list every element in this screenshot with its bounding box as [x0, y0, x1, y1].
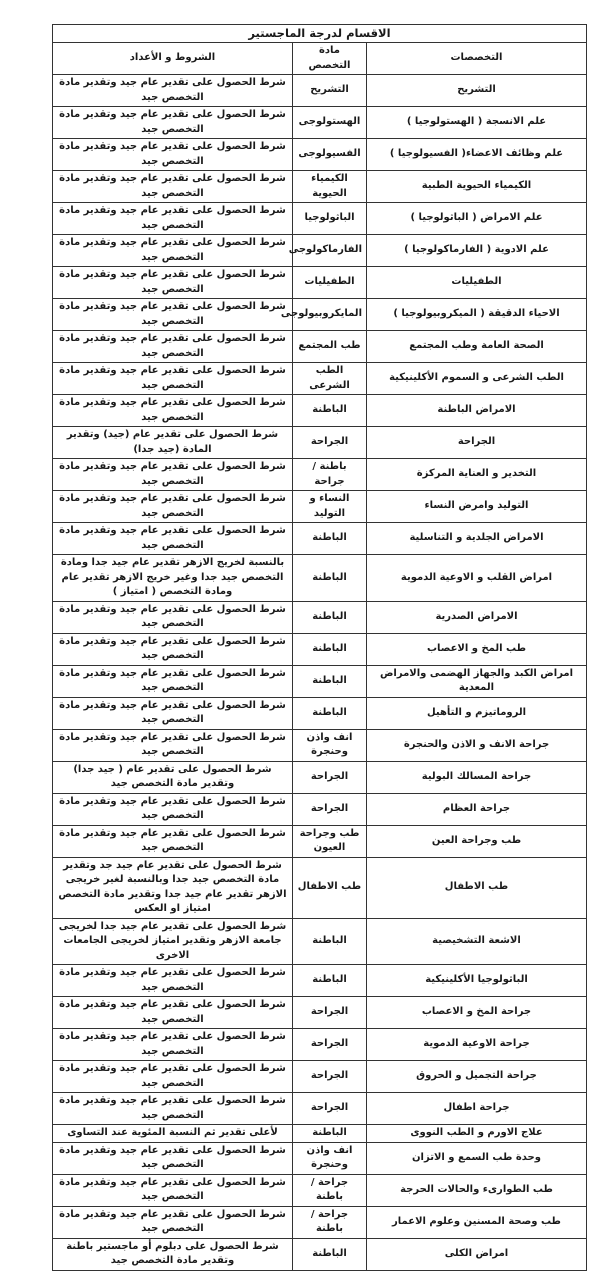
specialization-cell: الباثولوجيا الأكلينيكية: [367, 965, 587, 997]
subject-cell: الطفيليات: [293, 267, 367, 299]
conditions-cell: شرط الحصول على تقدير عام جيد وتقدير مادة التخصص جيد: [52, 633, 292, 665]
conditions-cell: شرط الحصول على تقدير عام جيد وتقدير مادة التخصص جيد: [52, 965, 292, 997]
specialization-cell: الروماتيزم و التأهيل: [367, 697, 587, 729]
table-row: [52, 1238, 586, 1270]
conditions-cell: شرط الحصول على تقدير عام جيد جدا لخريجى جامعة الازهر وتقدير امتياز لخريجى الجامعات الاخرى: [52, 918, 292, 965]
table-row: [52, 601, 586, 633]
specialization-cell: جراحة الاوعية الدموية: [367, 1029, 587, 1061]
table-row: [52, 965, 586, 997]
table-row: [52, 633, 586, 665]
table-row: [52, 555, 586, 602]
subject-cell: جراحة / باطنة: [293, 1206, 367, 1238]
specialization-cell: الطفيليات: [367, 267, 587, 299]
table-row: [52, 1125, 586, 1143]
conditions-cell: شرط الحصول على تقدير عام جيد وتقدير مادة التخصص جيد: [52, 267, 292, 299]
subject-cell: الباطنة: [293, 1125, 367, 1143]
specialization-cell: امراض الكلى: [367, 1238, 587, 1270]
conditions-cell: شرط الحصول على تقدير عام جيد وتقدير مادة التخصص جيد: [52, 139, 292, 171]
specialization-cell: طب الاطفال: [367, 857, 587, 918]
specialization-cell: جراحة التجميل و الحروق: [367, 1061, 587, 1093]
conditions-cell: شرط الحصول على تقدير عام جيد وتقدير مادة التخصص جيد: [52, 491, 292, 523]
table-row: [52, 729, 586, 761]
table-row: [52, 1029, 586, 1061]
conditions-cell: شرط الحصول على دبلوم أو ماجستير باطنة وتقدير مادة التخصص جيد: [52, 1238, 292, 1270]
subject-cell: الجراحة: [293, 793, 367, 825]
subject-cell: الجراحة: [293, 761, 367, 793]
table-row: [52, 665, 586, 697]
table-row: [52, 697, 586, 729]
table-row: [52, 331, 586, 363]
subject-cell: طب المجتمع: [293, 331, 367, 363]
specialization-cell: الجراحة: [367, 427, 587, 459]
table-row: [52, 523, 586, 555]
subject-cell: طب الاطفال: [293, 857, 367, 918]
conditions-cell: لأعلى تقدير ثم النسبة المئوية عند التساوى: [52, 1125, 292, 1143]
conditions-cell: شرط الحصول على تقدير عام جيد وتقدير مادة التخصص جيد: [52, 729, 292, 761]
subject-cell: الباثولوجيا: [293, 203, 367, 235]
masters-departments-table: [52, 24, 587, 1271]
conditions-cell: شرط الحصول على تقدير عام جيد وتقدير مادة التخصص جيد: [52, 1142, 292, 1174]
subject-cell: الفسيولوجى: [293, 139, 367, 171]
specialization-cell: امراض الكبد والجهاز الهضمى والامراض المعدية: [367, 665, 587, 697]
subject-cell: الباطنة: [293, 601, 367, 633]
specialization-cell: الكيمياء الحيوية الطبية: [367, 171, 587, 203]
table-row: [52, 761, 586, 793]
table-row: [52, 491, 586, 523]
table-row: [52, 793, 586, 825]
specialization-cell: جراحة المسالك البولية: [367, 761, 587, 793]
table-body: [52, 75, 586, 1271]
conditions-cell: شرط الحصول على تقدير عام جيد وتقدير مادة التخصص جيد: [52, 997, 292, 1029]
conditions-cell: شرط الحصول على تقدير عام جيد وتقدير مادة التخصص جيد: [52, 299, 292, 331]
specialization-cell: جراحة اطفال: [367, 1093, 587, 1125]
table-row: [52, 857, 586, 918]
table-row: [52, 1174, 586, 1206]
conditions-cell: شرط الحصول على تقدير عام جيد وتقدير مادة التخصص جيد: [52, 1061, 292, 1093]
subject-cell: النساء و التوليد: [293, 491, 367, 523]
table-row: [52, 1061, 586, 1093]
subject-cell: الجراحة: [293, 1029, 367, 1061]
table-row: [52, 825, 586, 857]
table-row: [52, 1093, 586, 1125]
subject-cell: طب وجراحة العيون: [293, 825, 367, 857]
table-title-row: [52, 25, 586, 43]
table-row: [52, 107, 586, 139]
subject-cell: الجراحة: [293, 1093, 367, 1125]
specialization-cell: طب وصحة المسنين وعلوم الاعمار: [367, 1206, 587, 1238]
specialization-cell: جراحة العظام: [367, 793, 587, 825]
subject-cell: الباطنة: [293, 1238, 367, 1270]
table-header-row: [52, 43, 586, 75]
subject-cell: التشريح: [293, 75, 367, 107]
conditions-cell: شرط الحصول على تقدير عام جيد وتقدير مادة التخصص جيد: [52, 665, 292, 697]
subject-cell: الباطنة: [293, 918, 367, 965]
conditions-cell: شرط الحصول على تقدير عام جيد وتقدير مادة التخصص جيد: [52, 1174, 292, 1206]
table-row: [52, 267, 586, 299]
specialization-cell: امراض القلب و الاوعية الدموية: [367, 555, 587, 602]
subject-cell: جراحة / باطنة: [293, 1174, 367, 1206]
subject-cell: الجراحة: [293, 997, 367, 1029]
conditions-cell: شرط الحصول على تقدير عام (جيد) وتقدير المادة (جيد جدا): [52, 427, 292, 459]
conditions-cell: شرط الحصول على تقدير عام جيد وتقدير مادة التخصص جيد: [52, 203, 292, 235]
specialization-cell: وحدة طب السمع و الاتزان: [367, 1142, 587, 1174]
subject-cell: الباطنة: [293, 555, 367, 602]
specialization-cell: طب وجراحة العين: [367, 825, 587, 857]
conditions-cell: شرط الحصول على تقدير عام جيد وتقدير مادة التخصص جيد: [52, 1206, 292, 1238]
conditions-cell: شرط الحصول على تقدير عام جيد وتقدير مادة التخصص جيد: [52, 1093, 292, 1125]
specialization-cell: علم الادوية ( الفارماكولوجيا ): [367, 235, 587, 267]
specialization-cell: الطب الشرعى و السموم الأكلينيكية: [367, 363, 587, 395]
subject-cell: الباطنة: [293, 665, 367, 697]
specialization-cell: علم وظائف الاعضاء( الفسيولوجيا ): [367, 139, 587, 171]
conditions-cell: شرط الحصول على تقدير عام جيد وتقدير مادة التخصص جيد: [52, 601, 292, 633]
table-row: [52, 459, 586, 491]
specialization-cell: طب المخ و الاعصاب: [367, 633, 587, 665]
subject-cell: الجراحة: [293, 427, 367, 459]
conditions-cell: شرط الحصول على تقدير عام جيد وتقدير مادة التخصص جيد: [52, 793, 292, 825]
column-header-subject: مادة التخصص: [293, 43, 367, 75]
column-header-specialization: التخصصات: [367, 43, 587, 75]
specialization-cell: الامراض الصدرية: [367, 601, 587, 633]
table-row: [52, 918, 586, 965]
subject-cell: باطنة / جراحة: [293, 459, 367, 491]
subject-cell: الباطنة: [293, 697, 367, 729]
specialization-cell: الاحياء الدقيقة ( الميكروبيولوجيا ): [367, 299, 587, 331]
specialization-cell: طب الطوارىء والحالات الحرجة: [367, 1174, 587, 1206]
specialization-cell: الامراض الباطنة: [367, 395, 587, 427]
table-row: [52, 299, 586, 331]
specialization-cell: التوليد وامرض النساء: [367, 491, 587, 523]
subject-cell: الهستولوجى: [293, 107, 367, 139]
conditions-cell: شرط الحصول على تقدير عام جيد وتقدير مادة التخصص جيد: [52, 171, 292, 203]
specialization-cell: علم الامراض ( الباثولوجيا ): [367, 203, 587, 235]
subject-cell: المايكروبيولوجى: [293, 299, 367, 331]
subject-cell: الكيمياء الحيوية: [293, 171, 367, 203]
subject-cell: انف واذن وحنجرة: [293, 729, 367, 761]
specialization-cell: الاشعة التشخيصية: [367, 918, 587, 965]
subject-cell: انف واذن وحنجرة: [293, 1142, 367, 1174]
subject-cell: الباطنة: [293, 523, 367, 555]
table-row: [52, 139, 586, 171]
specialization-cell: جراحة المخ و الاعصاب: [367, 997, 587, 1029]
conditions-cell: شرط الحصول على تقدير عام جيد وتقدير مادة التخصص جيد: [52, 697, 292, 729]
column-header-conditions: الشروط و الأعداد: [52, 43, 292, 75]
subject-cell: الطب الشرعى: [293, 363, 367, 395]
conditions-cell: شرط الحصول على تقدير عام جيد وتقدير مادة التخصص جيد: [52, 523, 292, 555]
subject-cell: الباطنة: [293, 395, 367, 427]
subject-cell: الباطنة: [293, 965, 367, 997]
specialization-cell: التشريح: [367, 75, 587, 107]
conditions-cell: بالنسبة لخريج الازهر تقدير عام جيد جدا ومادة التخصص جيد جدا وغير خريج الازهر تقدير عام ومادة التخصص ( امتياز ): [52, 555, 292, 602]
table-row: [52, 427, 586, 459]
specialization-cell: علم الانسجة ( الهستولوجيا ): [367, 107, 587, 139]
subject-cell: الفارماكولوجى: [293, 235, 367, 267]
conditions-cell: شرط الحصول على تقدير عام جيد وتقدير مادة التخصص جيد: [52, 75, 292, 107]
table-row: [52, 997, 586, 1029]
table-head: [52, 25, 586, 75]
table-row: [52, 203, 586, 235]
specialization-cell: التخدير و العناية المركزة: [367, 459, 587, 491]
specialization-cell: الامراض الجلدية و التناسلية: [367, 523, 587, 555]
specialization-cell: جراحة الانف و الاذن والحنجرة: [367, 729, 587, 761]
conditions-cell: شرط الحصول على تقدير عام جيد وتقدير مادة التخصص جيد: [52, 459, 292, 491]
conditions-cell: شرط الحصول على تقدير عام جيد وتقدير مادة التخصص جيد: [52, 107, 292, 139]
table-row: [52, 171, 586, 203]
table-row: [52, 75, 586, 107]
conditions-cell: شرط الحصول على تقدير عام ( جيد جدا) وتقدير مادة التخصص جيد: [52, 761, 292, 793]
table-row: [52, 1142, 586, 1174]
table-row: [52, 235, 586, 267]
table-title: الاقسام لدرجة الماجستير: [52, 25, 586, 43]
conditions-cell: شرط الحصول على تقدير عام جيد وتقدير مادة التخصص جيد: [52, 395, 292, 427]
conditions-cell: شرط الحصول على تقدير عام جيد جد وتقدير مادة التخصص جيد جدا وبالنسبة لغير خريجى الازهر تقدير عام جيد جدا وتقدير مادة التخصص امتياز او العكس: [52, 857, 292, 918]
subject-cell: الباطنة: [293, 633, 367, 665]
specialization-cell: الصحة العامة وطب المجتمع: [367, 331, 587, 363]
conditions-cell: شرط الحصول على تقدير عام جيد وتقدير مادة التخصص جيد: [52, 1029, 292, 1061]
subject-cell: الجراحة: [293, 1061, 367, 1093]
conditions-cell: شرط الحصول على تقدير عام جيد وتقدير مادة التخصص جيد: [52, 331, 292, 363]
specialization-cell: علاج الاورم و الطب النووى: [367, 1125, 587, 1143]
table-row: [52, 363, 586, 395]
conditions-cell: شرط الحصول على تقدير عام جيد وتقدير مادة التخصص جيد: [52, 363, 292, 395]
table-row: [52, 1206, 586, 1238]
conditions-cell: شرط الحصول على تقدير عام جيد وتقدير مادة التخصص جيد: [52, 825, 292, 857]
conditions-cell: شرط الحصول على تقدير عام جيد وتقدير مادة التخصص جيد: [52, 235, 292, 267]
table-row: [52, 395, 586, 427]
